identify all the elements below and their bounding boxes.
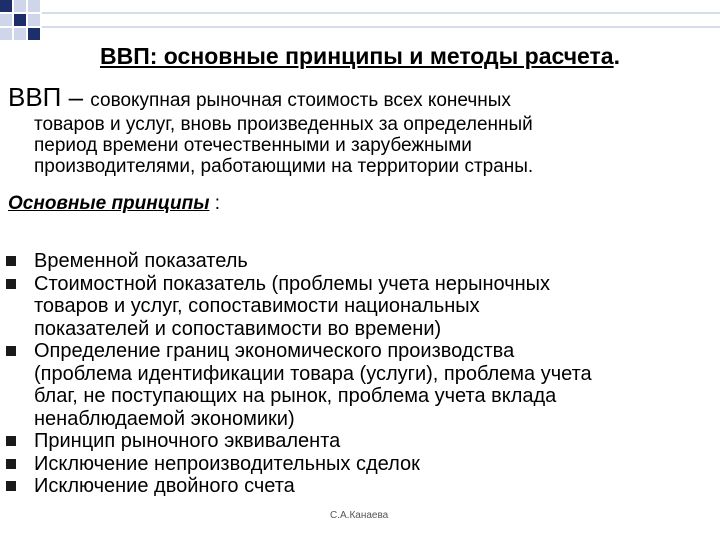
square-bullet-icon xyxy=(6,346,16,356)
list-item xyxy=(0,475,720,498)
principles-label: Основные принципы xyxy=(8,193,210,214)
principles-heading xyxy=(8,193,220,215)
list-item-line: Определение границ экономического производства xyxy=(34,340,515,362)
list-item-line: Принцип рыночного эквивалента xyxy=(34,430,341,452)
definition-term: ВВП xyxy=(8,82,62,112)
list-item-line: благ, не поступающих на рынок, проблема учета вклада xyxy=(34,385,557,407)
definition-line: период времени отечественными и зарубежными xyxy=(34,135,472,156)
slide-title xyxy=(0,42,720,70)
list-item-line: показателей и сопоставимости во времени) xyxy=(34,317,442,340)
list-item xyxy=(0,340,720,430)
list-item-line: Исключение непроизводительных сделок xyxy=(34,452,420,475)
list-item-line: Исключение двойного счета xyxy=(34,475,295,497)
title-period: . xyxy=(613,43,620,69)
square-bullet-icon xyxy=(6,436,16,446)
list-item-line: Временной показатель xyxy=(34,250,248,272)
square-bullet-icon xyxy=(6,279,16,289)
list-item-line: Стоимостной показатель (проблемы учета нерыночных xyxy=(34,272,551,295)
list-item xyxy=(0,250,720,273)
list-item-line: (проблема идентификации товара (услуги), проблема учета xyxy=(34,362,592,385)
square-bullet-icon xyxy=(6,256,16,266)
definition-body xyxy=(34,114,714,177)
list-item-line: ненаблюдаемой экономики) xyxy=(34,407,295,430)
definition-heading xyxy=(8,82,511,112)
author-watermark: С.А.Канаева xyxy=(330,510,389,521)
definition-first-line: совокупная рыночная стоимость всех конечных xyxy=(90,90,511,111)
list-item-line: товаров и услуг, сопоставимости национальных xyxy=(34,295,480,317)
list-item xyxy=(0,273,720,341)
square-bullet-icon xyxy=(6,459,16,469)
principles-list xyxy=(0,250,720,498)
definition-dash: – xyxy=(61,82,91,112)
list-item xyxy=(0,430,720,453)
title-text: ВВП: основные принципы и методы расчета xyxy=(99,43,614,69)
definition-line: товаров и услуг, вновь произведенных за определенный xyxy=(34,114,533,135)
definition-line: производителями, работающими на территории страны. xyxy=(34,156,534,177)
principles-colon: : xyxy=(209,193,221,214)
list-item xyxy=(0,453,720,476)
square-bullet-icon xyxy=(6,481,16,491)
